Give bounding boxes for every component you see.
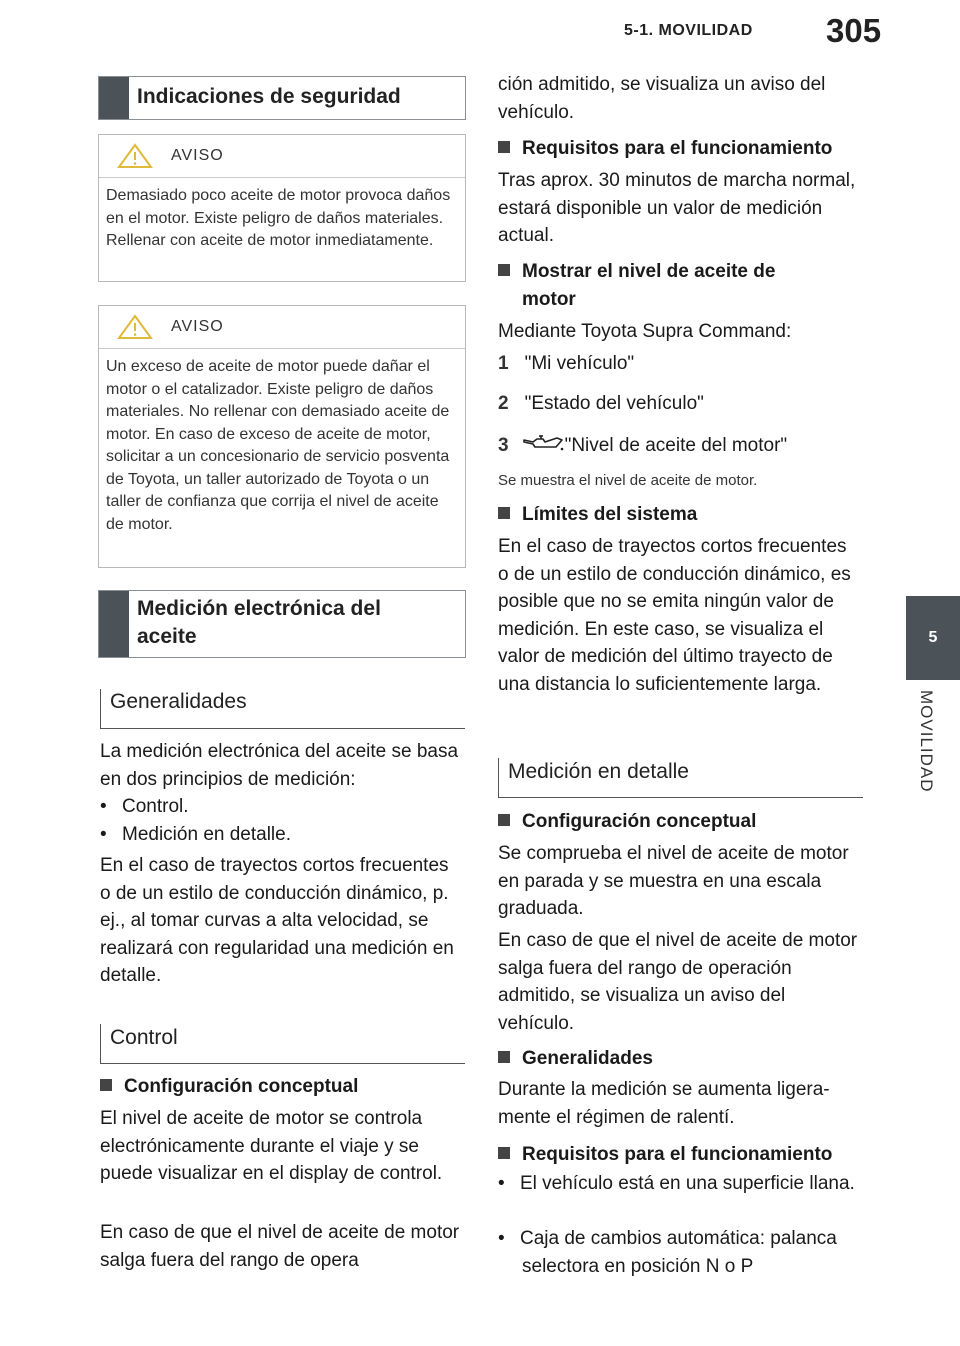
- general2-heading-text: Generalidades: [522, 1048, 653, 1069]
- requirements2-heading-text: Requisitos para el funcionamiento: [522, 1144, 833, 1165]
- bullet-text: Caja de cambios automática: palanca selectora en posición N o P: [520, 1228, 837, 1277]
- square-bullet-icon: [498, 814, 510, 826]
- bullet-text: Medición en detalle.: [122, 824, 291, 845]
- bullet-item: • Caja de cambios automática: palanca selectora en posición N o P: [498, 1228, 837, 1277]
- measurement-heading-box: [98, 590, 466, 658]
- requirements2-heading: [498, 1141, 868, 1169]
- concept2-paragraph-2: En caso de que el nivel de aceite de motor salga fuera del rango de operación admitido, se visualiza un aviso del vehículo.: [498, 930, 858, 1034]
- measurement-heading: Medición electrónica del aceite: [137, 597, 381, 648]
- warning-text: Demasiado poco aceite de motor provoca daños en el motor. Existe peligro de daños materiales. Rellenar con aceite de motor inmediatamente.: [106, 187, 451, 249]
- show-level-heading-text: Mostrar el nivel de aceite de motor: [522, 261, 776, 310]
- step-number: 3: [498, 435, 509, 456]
- step-number: 2: [498, 393, 509, 414]
- concept2-heading: [498, 808, 860, 836]
- step-3: [498, 432, 860, 460]
- limits-heading: [498, 501, 860, 529]
- step-text: "Mi vehículo": [524, 353, 635, 374]
- subhead-rule: [100, 1063, 465, 1064]
- bullet-item: • Control.: [100, 796, 189, 817]
- concept2-paragraph-1: Se comprueba el nivel de aceite de motor en parada y se muestra en una escala graduada.: [498, 843, 849, 919]
- step-number: 1: [498, 353, 509, 374]
- concept2-heading-text: Configuración conceptual: [522, 811, 757, 832]
- square-bullet-icon: [498, 1147, 510, 1159]
- warning-triangle-icon: [117, 314, 153, 340]
- subhead-left-rule: [498, 758, 499, 798]
- step-2: [498, 390, 860, 418]
- show-level-note: Se muestra el nivel de aceite de motor.: [498, 472, 758, 489]
- chapter-tab-label-text: MOVILIDAD: [917, 690, 936, 793]
- continued-paragraph: ción admitido, se visualiza un aviso del vehículo.: [498, 74, 826, 123]
- concept-paragraph-1: El nivel de aceite de motor se controla electrónicamente durante el viaje y se puede visualizar en el display de control.: [100, 1108, 443, 1184]
- square-bullet-icon: [498, 507, 510, 519]
- general-paragraph: En el caso de trayectos cortos frecuentes o de un estilo de conducción dinámico, p. ej., al tomar curvas a alta velocidad, se realizará con regularidad una medición en detalle.: [100, 855, 454, 986]
- warning-box-1: [98, 134, 466, 282]
- square-bullet-icon: [100, 1079, 112, 1091]
- subhead-left-rule: [100, 1024, 101, 1064]
- section-title: 5-1. MOVILIDAD: [624, 22, 753, 39]
- heading-bar: [99, 77, 129, 119]
- subhead-rule: [100, 728, 465, 729]
- step-text: "Nivel de aceite del motor": [564, 435, 788, 456]
- show-level-heading: [498, 258, 828, 313]
- bullet-text: El vehículo está en una superficie llana.: [520, 1173, 855, 1194]
- bullet-item: • Medición en detalle.: [100, 824, 291, 845]
- square-bullet-icon: [498, 264, 510, 276]
- warning-header: [99, 306, 465, 349]
- bullet-text: Control.: [122, 796, 189, 817]
- warning-title: AVISO: [171, 147, 224, 164]
- concept-heading-text: Configuración conceptual: [124, 1076, 359, 1097]
- square-bullet-icon: [498, 1051, 510, 1063]
- requirements-heading-text: Requisitos para el funcionamiento: [522, 138, 833, 159]
- general-intro: La medición electrónica del aceite se basa en dos principios de medición:: [100, 741, 459, 790]
- step-text: "Estado del vehículo": [524, 393, 704, 414]
- bullet-item: • El vehículo está en una superficie llana.: [498, 1173, 855, 1194]
- heading-bar: [99, 591, 129, 657]
- requirements-heading: [498, 135, 868, 163]
- control-heading: Control: [110, 1026, 178, 1049]
- subhead-rule: [498, 797, 863, 798]
- warning-triangle-icon: [117, 143, 153, 169]
- page-number: 305: [826, 12, 882, 49]
- warning-text: Un exceso de aceite de motor puede dañar el motor o el catalizador. Existe peligro de daños materiales. No rellenar con demasiado aceite de motor. En caso de exceso de aceite de motor, solicitar a un concesionario de servicio posventa de Toyota, un taller autorizado de Toyota o un taller de confianza que corrija el nivel de aceite de motor.: [106, 358, 450, 533]
- warning-title: AVISO: [171, 318, 224, 335]
- limits-paragraph: En el caso de trayectos cortos frecuentes o de un estilo de conducción dinámico, es posible que no se emita ningún valor de medición. En este caso, se visualiza el valor de medición del último trayecto de una distancia lo suficientemente larga.: [498, 536, 851, 695]
- oil-can-icon: [521, 432, 565, 454]
- warning-header: [99, 135, 465, 178]
- chapter-tab-label: [900, 680, 960, 820]
- general2-heading: [498, 1045, 860, 1073]
- concept-heading: [100, 1073, 462, 1101]
- safety-heading-box: [98, 76, 466, 120]
- safety-heading: Indicaciones de seguridad: [137, 85, 401, 108]
- general-heading: Generalidades: [110, 690, 247, 713]
- step-1: [498, 350, 860, 378]
- show-level-intro: Mediante Toyota Supra Command:: [498, 321, 792, 342]
- concept-paragraph-2: En caso de que el nivel de aceite de motor salga fuera del rango de opera: [100, 1222, 460, 1271]
- chapter-tab-number: 5: [906, 596, 960, 680]
- requirements-paragraph: Tras aprox. 30 minutos de marcha normal, estará disponible un valor de medición actual.: [498, 170, 856, 246]
- square-bullet-icon: [498, 141, 510, 153]
- warning-box-2: [98, 305, 466, 568]
- subhead-left-rule: [100, 689, 101, 729]
- general2-paragraph: Durante la medición se aumenta ligeramente el régimen de ralentí.: [498, 1079, 830, 1128]
- limits-heading-text: Límites del sistema: [522, 504, 698, 525]
- detail-heading: Medición en detalle: [508, 760, 689, 783]
